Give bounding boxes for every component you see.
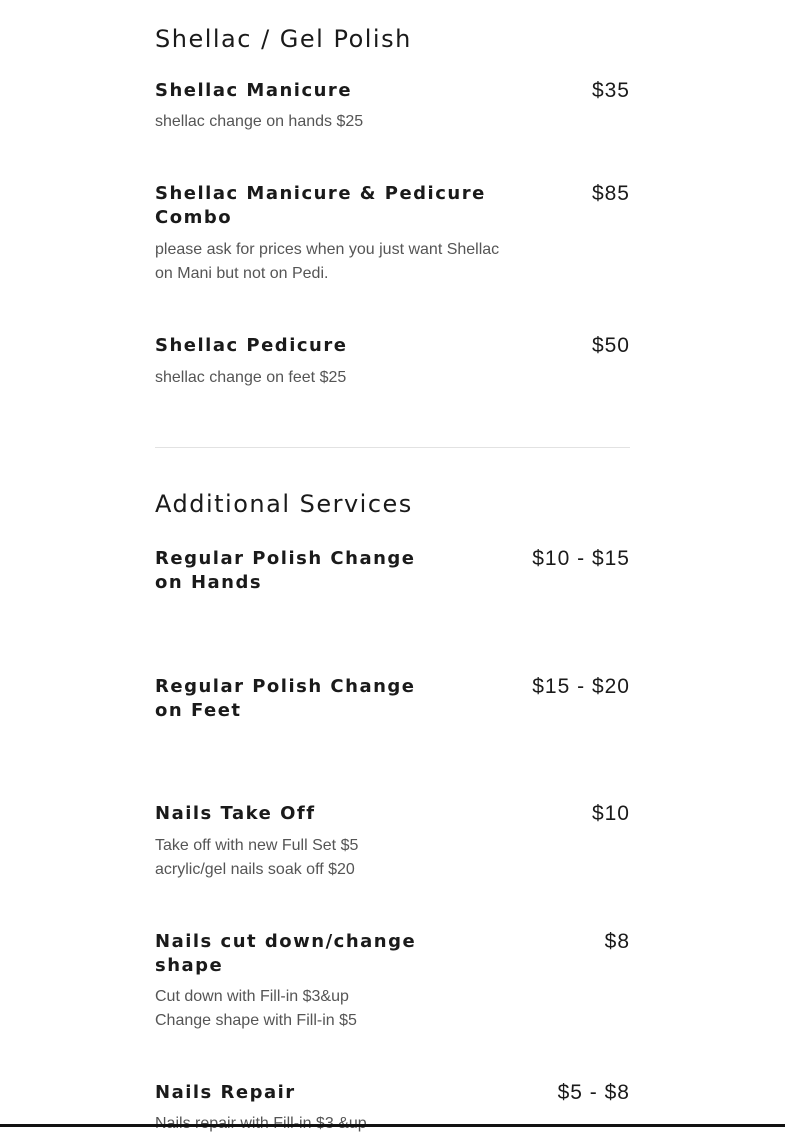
- item-name: Nails cut down/change shape: [155, 931, 417, 976]
- section-title-additional-services: Additional Services: [155, 490, 413, 518]
- item-description: [155, 985, 515, 1033]
- item-price: $15 - $20: [532, 675, 630, 698]
- item-description: [155, 834, 515, 882]
- description-line: Take off with new Full Set $5: [155, 837, 359, 854]
- item-description: [155, 110, 515, 134]
- menu-item-nails-take-off: [155, 802, 630, 887]
- menu-item-nails-repair: [155, 1081, 630, 1127]
- description-line: Cut down with Fill-in $3&up: [155, 988, 349, 1005]
- item-name: Shellac Manicure & Pedicure Combo: [155, 183, 486, 228]
- description-line: please ask for prices when you just want Shellac on Mani but not on Pedi.: [155, 241, 500, 282]
- menu-item-polish-change-feet: [155, 675, 630, 735]
- description-line: shellac change on feet $25: [155, 369, 347, 386]
- menu-item-shellac-pedicure: [155, 334, 630, 394]
- item-name: Regular Polish Change on Hands: [155, 548, 416, 593]
- item-price: $85: [591, 182, 630, 205]
- item-description: [155, 238, 507, 286]
- item-name: Shellac Pedicure: [155, 335, 348, 356]
- item-price: $10 - $15: [532, 547, 630, 570]
- description-line: acrylic/gel nails soak off $20: [155, 861, 355, 878]
- description-line: shellac change on hands $25: [155, 113, 364, 130]
- description-line: Change shape with Fill-in $5: [155, 1012, 357, 1029]
- item-price: $50: [591, 334, 630, 357]
- section-title-shellac: Shellac / Gel Polish: [155, 25, 412, 53]
- menu-item-shellac-mani-pedi-combo: [155, 182, 630, 292]
- item-price: $10: [591, 802, 630, 825]
- item-price: $35: [591, 79, 630, 102]
- menu-item-shellac-manicure: [155, 79, 630, 139]
- item-description: [155, 366, 515, 390]
- item-name: Nails Repair: [155, 1082, 296, 1103]
- item-name: Regular Polish Change on Feet: [155, 676, 416, 721]
- menu-item-polish-change-hands: [155, 547, 630, 607]
- item-price: $8: [604, 930, 630, 953]
- item-name: Nails Take Off: [155, 803, 316, 824]
- item-price: $5 - $8: [557, 1081, 630, 1104]
- item-name: Shellac Manicure: [155, 80, 353, 101]
- menu-item-nails-cut-down: [155, 930, 630, 1040]
- section-divider: [155, 447, 630, 448]
